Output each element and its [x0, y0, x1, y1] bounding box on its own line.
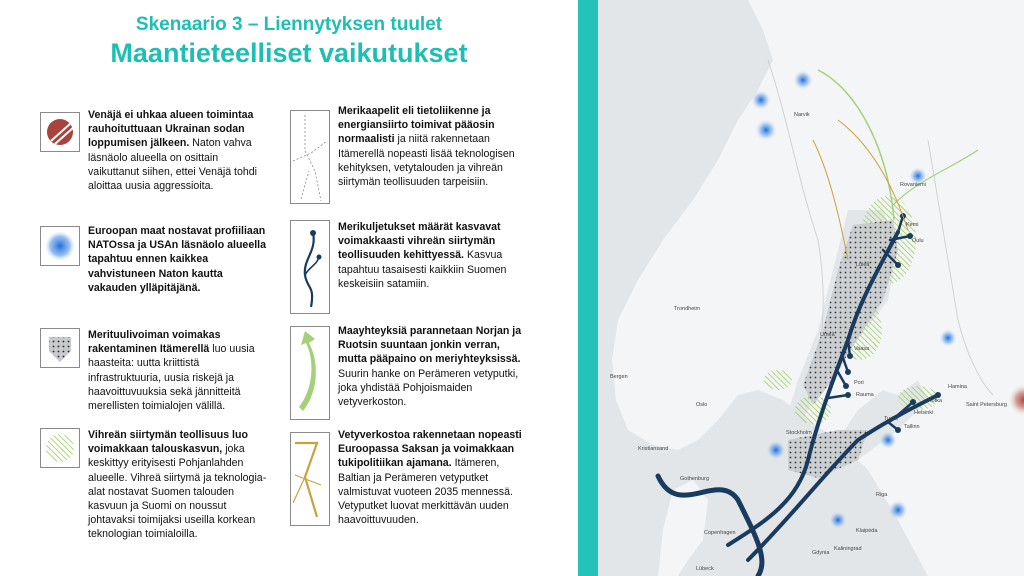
- place-label: Bergen: [610, 374, 628, 380]
- scenario-title: Skenaario 3 – Liennytyksen tuulet: [135, 14, 443, 35]
- place-label: Umeå: [820, 332, 835, 338]
- item-bold: Euroopan maat nostavat profiiliaan NATOssa ja USAn läsnäolo alueella tapahtuu ennen kaikkea vahvistuneen Naton kautta vakauden ylläpitäjänä.: [88, 225, 266, 294]
- place-label: Narvik: [794, 112, 810, 118]
- green-hatched-industry-icon: [40, 428, 80, 468]
- place-label: Rauma: [856, 392, 874, 398]
- place-label: Pori: [854, 380, 864, 386]
- place-label: Turku: [884, 416, 898, 422]
- item-bold: Vetyverkostoa rakennetaan nopeasti Euroopassa Saksan ja voimakkaan tukipolitiikan ajamana.: [338, 429, 522, 470]
- blue-nato-icon: [40, 226, 80, 266]
- item-text: joka keskittyy erityisesti Pohjanlahden alueelle. Vihreä siirtymä ja teknologia-alat nostavat Suomen talouden kasvuun ja Suomi on noussut johtavaksi toimijaksi useilla korkean teknologian toimialoilla.: [88, 443, 267, 541]
- map-graphic: [598, 0, 1024, 576]
- place-label: Riga: [876, 492, 888, 498]
- place-label: Stockholm: [786, 430, 812, 436]
- place-label: Rovaniemi: [900, 182, 926, 188]
- place-label: Gothenburg: [680, 476, 710, 482]
- shipping-route-icon: [290, 220, 330, 314]
- cable-lines-icon: [290, 110, 330, 204]
- item-text: luo uusia haasteita: uutta kriittistä infrastruktuuria, uusia riskejä ja haavoittuvuuksia sekä jännitteitä merellisten toimialojen välillä.: [88, 343, 255, 413]
- place-label: Lübeck: [696, 566, 714, 572]
- accent-bar: [578, 0, 598, 576]
- place-label: Oslo: [696, 402, 708, 408]
- item-text: Naton vahva läsnäolo alueella on osittain vaikuttanut siihen, ettei Venäjä tohdi aloittaa uusia aggressioita.: [88, 137, 258, 193]
- item-text: Itämeren, Baltian ja Perämeren vetyputket valmistuvat vuoteen 2035 mennessä. Vetyputket luovat merkittävän uuden haavoittuvuuden.: [338, 457, 513, 527]
- place-label: Gdynia: [812, 550, 830, 556]
- place-label: Copenhagen: [704, 530, 736, 536]
- green-arrow-icon: [290, 326, 330, 420]
- item-bold: Maayhteyksiä parannetaan Norjan ja Ruotsin suuntaan jonkin verran, mutta pääpaino on meriyhteyksissä.: [338, 325, 522, 366]
- nordic-map: [598, 0, 1024, 576]
- page-title: Maantieteelliset vaikutukset: [110, 38, 468, 68]
- place-label: Luleå: [856, 262, 870, 268]
- place-label: Vaasa: [854, 346, 870, 352]
- item-bold: Merikaapelit eli tietoliikenne ja energiansiirto toimivat pääosin normaalisti: [338, 105, 495, 146]
- item-bold: Venäjä ei uhkaa alueen toimintaa rauhoituttuaan Ukrainan sodan loppumisen jälkeen.: [88, 109, 254, 150]
- dotted-offshore-wind-icon: [40, 328, 80, 368]
- item-bold: Merituulivoiman voimakas rakentaminen Itämerellä: [88, 329, 221, 356]
- item-bold: Merikuljetukset määrät kasvavat voimakkaasti vihreän siirtymän teollisuuden kehittyessä.: [338, 221, 501, 262]
- place-label: Helsinki: [914, 410, 934, 416]
- place-label: Trondheim: [674, 306, 701, 312]
- item-bold: Vihreän siirtymän teollisuus luo voimakkaan talouskasvun,: [88, 429, 248, 456]
- place-label: Kotka: [928, 398, 943, 404]
- place-label: Oulu: [912, 238, 924, 244]
- place-label: Hamina: [948, 384, 967, 390]
- item-text: Suurin hanke on Perämeren vetyputki, joka yhdistää Pohjoismaiden vetyverkoston.: [338, 367, 519, 409]
- place-label: Klaipėda: [856, 528, 878, 534]
- item-text: ja niitä rakennetaan Itämerellä nopeasti lisää teknologisen kehityksen, vetytalouden ja vihreän siirtymän teollisuuden tarpeisiin.: [338, 133, 515, 189]
- hydrogen-network-icon: [290, 432, 330, 526]
- place-label: Kemi: [906, 222, 919, 228]
- item-text: Kasvua tapahtuu tasaisesti kaikkiin Suomen keskeisiin satamiin.: [338, 249, 507, 290]
- place-label: Kristiansand: [638, 446, 669, 452]
- place-label: Kaliningrad: [834, 546, 862, 552]
- place-label: Tallinn: [904, 424, 920, 430]
- red-threat-icon: [40, 112, 80, 152]
- place-label: Saint Petersburg: [966, 402, 1007, 408]
